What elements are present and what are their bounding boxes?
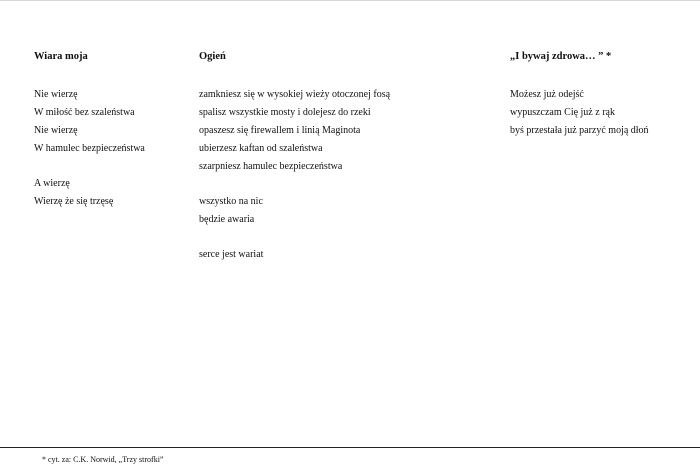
- poem-title: Ogień: [199, 51, 226, 62]
- stanza: [199, 193, 499, 229]
- poem-line: wypuszczam Cię już z rąk: [510, 107, 615, 118]
- poem-line: Możesz już odejść: [510, 89, 584, 100]
- poem-line: będzie awaria: [199, 214, 255, 225]
- poem-stanzas: [34, 86, 194, 211]
- stanza: [510, 86, 695, 140]
- poem-line: spalisz wszystkie mosty i dolejesz do rzeki: [199, 107, 371, 118]
- poem-line: ubierzesz kaftan od szaleństwa: [199, 143, 323, 154]
- poem-line: W miłość bez szaleństwa: [34, 107, 135, 118]
- poem-line: Wierzę że się trzęsę: [34, 196, 114, 207]
- poem-i-bywaj-zdrowa: [510, 50, 695, 157]
- footnote-divider: [0, 447, 700, 448]
- stanza: [199, 246, 499, 264]
- poem-line: szarpniesz hamulec bezpieczeństwa: [199, 161, 343, 172]
- poem-line: W hamulec bezpieczeństwa: [34, 143, 145, 154]
- poem-wiara-moja: [34, 50, 194, 228]
- stanza: [34, 86, 194, 158]
- poem-stanzas: [199, 86, 499, 264]
- poem-line: zamkniesz się w wysokiej wieży otoczonej fosą: [199, 89, 391, 100]
- poem-ogien: [199, 50, 499, 281]
- poem-line: opaszesz się firewallem i linią Maginota: [199, 125, 361, 136]
- footnote: * cyt. za: C.K. Norwid, „Trzy strofki”: [42, 455, 164, 464]
- stanza: [199, 86, 499, 176]
- stanza: [34, 175, 194, 211]
- poem-line: byś przestała już parzyć moją dłoń: [510, 125, 649, 136]
- poem-title: „I bywaj zdrowa… ” *: [510, 51, 612, 62]
- top-divider: [0, 0, 700, 1]
- poem-line: wszystko na nic: [199, 196, 263, 207]
- poem-title: Wiara moja: [34, 51, 88, 62]
- poem-line: A wierzę: [34, 178, 70, 189]
- poem-line: Nie wierzę: [34, 125, 78, 136]
- poem-line: serce jest wariat: [199, 249, 264, 260]
- poem-line: Nie wierzę: [34, 89, 78, 100]
- poem-stanzas: [510, 86, 695, 140]
